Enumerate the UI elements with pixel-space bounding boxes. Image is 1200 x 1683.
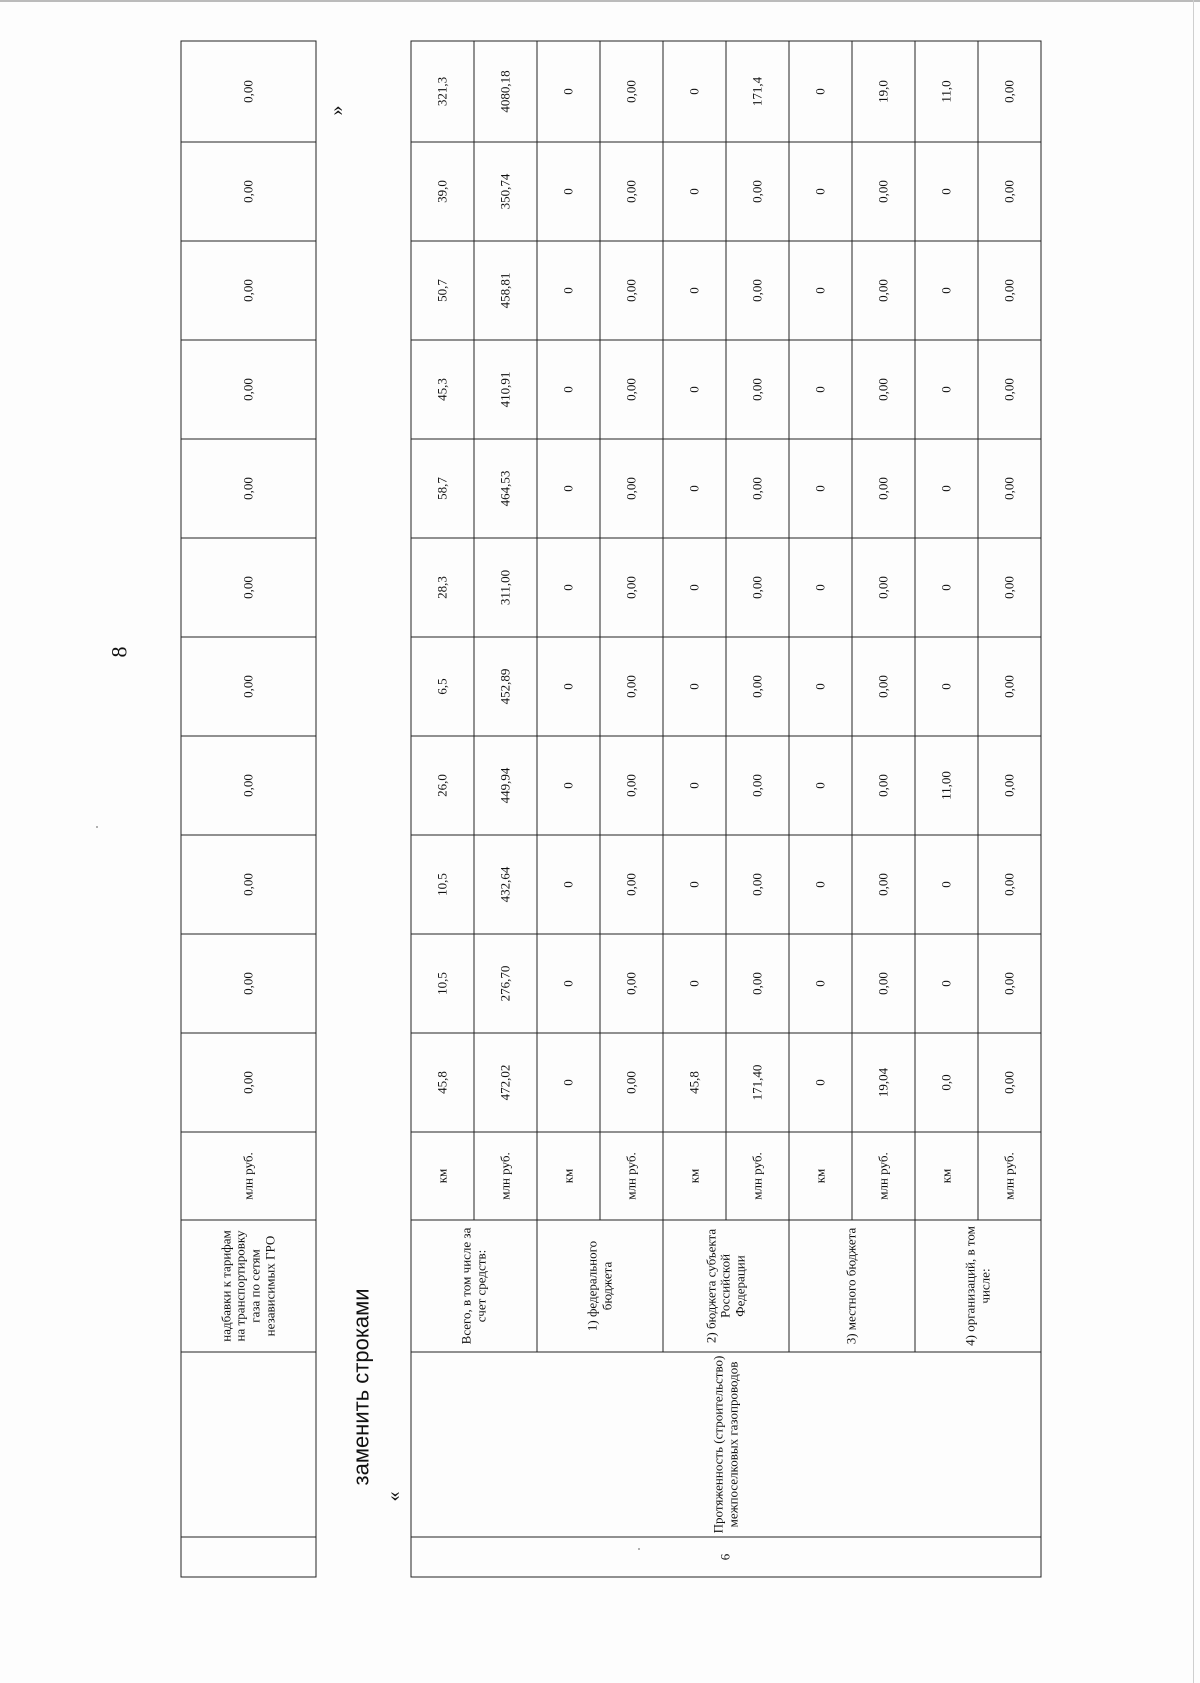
value-cell: 0 <box>789 1033 852 1132</box>
value-cell: 472,02 <box>474 1033 537 1132</box>
top-table-value-cell: 0,00 <box>181 439 316 538</box>
funding-source-label: 4) организаций, в том числе: <box>915 1220 1041 1352</box>
value-cell: 0,00 <box>978 142 1041 241</box>
value-cell: 0,00 <box>726 637 789 736</box>
value-cell: 0,00 <box>852 835 915 934</box>
value-cell: 276,70 <box>474 934 537 1033</box>
value-cell: 0 <box>537 439 600 538</box>
value-cell: 0 <box>915 538 978 637</box>
value-cell: 0 <box>789 142 852 241</box>
unit-cell: млн руб. <box>474 1132 537 1220</box>
value-cell: 0 <box>537 538 600 637</box>
value-cell: 0,00 <box>852 538 915 637</box>
table-row <box>789 41 852 1577</box>
value-cell: 0 <box>537 736 600 835</box>
indicator-label: Протяженность (строительство) межпоселковых газопроводов <box>411 1352 1041 1537</box>
value-cell: 0,0 <box>915 1033 978 1132</box>
value-cell: 11,00 <box>915 736 978 835</box>
value-cell: 410,91 <box>474 340 537 439</box>
top-table-value-cell: 0,00 <box>181 142 316 241</box>
value-cell: 0 <box>537 835 600 934</box>
value-cell: 0 <box>789 736 852 835</box>
top-table-value-cell: 0,00 <box>181 538 316 637</box>
value-cell: 0 <box>663 241 726 340</box>
value-cell: 432,64 <box>474 835 537 934</box>
table-row <box>915 41 978 1577</box>
table-row <box>663 41 726 1577</box>
value-cell: 0 <box>789 439 852 538</box>
value-cell: 0,00 <box>600 637 663 736</box>
value-cell: 0,00 <box>600 241 663 340</box>
value-cell: 0,00 <box>978 439 1041 538</box>
value-cell: 19,0 <box>852 41 915 142</box>
row-number: 6 <box>411 1537 1041 1577</box>
value-cell: 0,00 <box>600 41 663 142</box>
value-cell: 0,00 <box>600 736 663 835</box>
unit-cell: млн руб. <box>600 1132 663 1220</box>
value-cell: 0 <box>663 934 726 1033</box>
value-cell: 0,00 <box>600 340 663 439</box>
value-cell: 0,00 <box>726 835 789 934</box>
value-cell: 0 <box>663 835 726 934</box>
continued-table <box>180 40 316 1577</box>
top-table-value-cell: 0,00 <box>181 637 316 736</box>
value-cell: 0,00 <box>852 637 915 736</box>
value-cell: 0,00 <box>852 241 915 340</box>
unit-cell: млн руб. <box>978 1132 1041 1220</box>
value-cell: 0 <box>663 439 726 538</box>
top-table-label: надбавки к тарифам на транспортировку газа по сетям независимых ГРО <box>181 1220 316 1352</box>
value-cell: 0 <box>915 142 978 241</box>
value-cell: 10,5 <box>411 835 474 934</box>
funding-source-label: 1) федерального бюджета <box>537 1220 663 1352</box>
top-table-value-cell: 0,00 <box>181 1033 316 1132</box>
funding-source-label: 3) местного бюджета <box>789 1220 915 1352</box>
value-cell: 0 <box>537 142 600 241</box>
value-cell: 0 <box>789 637 852 736</box>
unit-cell: км <box>411 1132 474 1220</box>
value-cell: 0,00 <box>726 439 789 538</box>
value-cell: 6,5 <box>411 637 474 736</box>
value-cell: 0,00 <box>978 41 1041 142</box>
value-cell: 0 <box>789 538 852 637</box>
value-cell: 28,3 <box>411 538 474 637</box>
value-cell: 0 <box>537 637 600 736</box>
value-cell: 0,00 <box>600 142 663 241</box>
value-cell: 321,3 <box>411 41 474 142</box>
value-cell: 0,00 <box>978 736 1041 835</box>
value-cell: 0 <box>789 241 852 340</box>
value-cell: 0,00 <box>978 1033 1041 1132</box>
top-table-value-cell: 0,00 <box>181 41 316 142</box>
value-cell: 0 <box>537 1033 600 1132</box>
value-cell: 0,00 <box>978 637 1041 736</box>
value-cell: 0,00 <box>600 835 663 934</box>
value-cell: 45,8 <box>663 1033 726 1132</box>
funding-source-label: 2) бюджета субъекта Российской Федерации <box>663 1220 789 1352</box>
table-row <box>411 41 474 1577</box>
value-cell: 452,89 <box>474 637 537 736</box>
value-cell: 0 <box>663 340 726 439</box>
value-cell: 0,00 <box>852 340 915 439</box>
value-cell: 26,0 <box>411 736 474 835</box>
unit-cell: млн руб. <box>852 1132 915 1220</box>
unit-cell: км <box>789 1132 852 1220</box>
value-cell: 464,53 <box>474 439 537 538</box>
unit-cell: км <box>915 1132 978 1220</box>
value-cell: 171,4 <box>726 41 789 142</box>
value-cell: 0,00 <box>600 439 663 538</box>
value-cell: 0 <box>915 637 978 736</box>
value-cell: 58,7 <box>411 439 474 538</box>
value-cell: 0 <box>915 439 978 538</box>
value-cell: 0 <box>663 41 726 142</box>
value-cell: 0 <box>537 241 600 340</box>
funding-source-label: Всего, в том числе за счет средств: <box>411 1220 537 1352</box>
value-cell: 0,00 <box>726 934 789 1033</box>
value-cell: 19,04 <box>852 1033 915 1132</box>
top-table-unit: млн руб. <box>181 1132 316 1220</box>
replace-instruction: заменить строками <box>348 1287 373 1485</box>
value-cell: 0 <box>789 835 852 934</box>
value-cell: 45,8 <box>411 1033 474 1132</box>
value-cell: 0,00 <box>852 736 915 835</box>
value-cell: 0,00 <box>726 340 789 439</box>
value-cell: 0,00 <box>852 439 915 538</box>
gas-pipeline-table <box>410 40 1041 1577</box>
value-cell: 350,74 <box>474 142 537 241</box>
value-cell: 0 <box>915 241 978 340</box>
empty-cell <box>181 1352 316 1537</box>
value-cell: 458,81 <box>474 241 537 340</box>
opening-quote: « <box>382 1491 404 1501</box>
value-cell: 0 <box>789 41 852 142</box>
value-cell: 0 <box>663 142 726 241</box>
value-cell: 0,00 <box>600 934 663 1033</box>
value-cell: 0 <box>789 934 852 1033</box>
value-cell: 0 <box>663 538 726 637</box>
value-cell: 0,00 <box>852 934 915 1033</box>
value-cell: 171,40 <box>726 1033 789 1132</box>
value-cell: 0,00 <box>600 1033 663 1132</box>
value-cell: 0 <box>915 835 978 934</box>
value-cell: 0,00 <box>978 934 1041 1033</box>
value-cell: 0 <box>663 736 726 835</box>
table-row <box>537 41 600 1577</box>
value-cell: 4080,18 <box>474 41 537 142</box>
unit-cell: млн руб. <box>726 1132 789 1220</box>
value-cell: 0,00 <box>726 538 789 637</box>
top-table-value-cell: 0,00 <box>181 934 316 1033</box>
value-cell: 0 <box>915 934 978 1033</box>
empty-cell <box>181 1537 316 1577</box>
unit-cell: км <box>663 1132 726 1220</box>
unit-cell: км <box>537 1132 600 1220</box>
top-table-value-cell: 0,00 <box>181 736 316 835</box>
top-table-value-cell: 0,00 <box>181 835 316 934</box>
value-cell: 0,00 <box>978 538 1041 637</box>
value-cell: 11,0 <box>915 41 978 142</box>
value-cell: 311,00 <box>474 538 537 637</box>
value-cell: 0 <box>537 41 600 142</box>
value-cell: 449,94 <box>474 736 537 835</box>
value-cell: 0,00 <box>978 340 1041 439</box>
value-cell: 0,00 <box>978 835 1041 934</box>
page-number: 8 <box>106 646 131 657</box>
value-cell: 39,0 <box>411 142 474 241</box>
closing-quote: » <box>325 105 347 115</box>
value-cell: 0 <box>537 934 600 1033</box>
top-table-value-cell: 0,00 <box>181 241 316 340</box>
value-cell: 0 <box>789 340 852 439</box>
value-cell: 0 <box>663 637 726 736</box>
value-cell: 0 <box>915 340 978 439</box>
value-cell: 0 <box>537 340 600 439</box>
value-cell: 0,00 <box>978 241 1041 340</box>
value-cell: 0,00 <box>726 142 789 241</box>
value-cell: 45,3 <box>411 340 474 439</box>
top-table-value-cell: 0,00 <box>181 340 316 439</box>
value-cell: 0,00 <box>726 241 789 340</box>
value-cell: 0,00 <box>726 736 789 835</box>
value-cell: 50,7 <box>411 241 474 340</box>
value-cell: 0,00 <box>600 538 663 637</box>
value-cell: 10,5 <box>411 934 474 1033</box>
value-cell: 0,00 <box>852 142 915 241</box>
